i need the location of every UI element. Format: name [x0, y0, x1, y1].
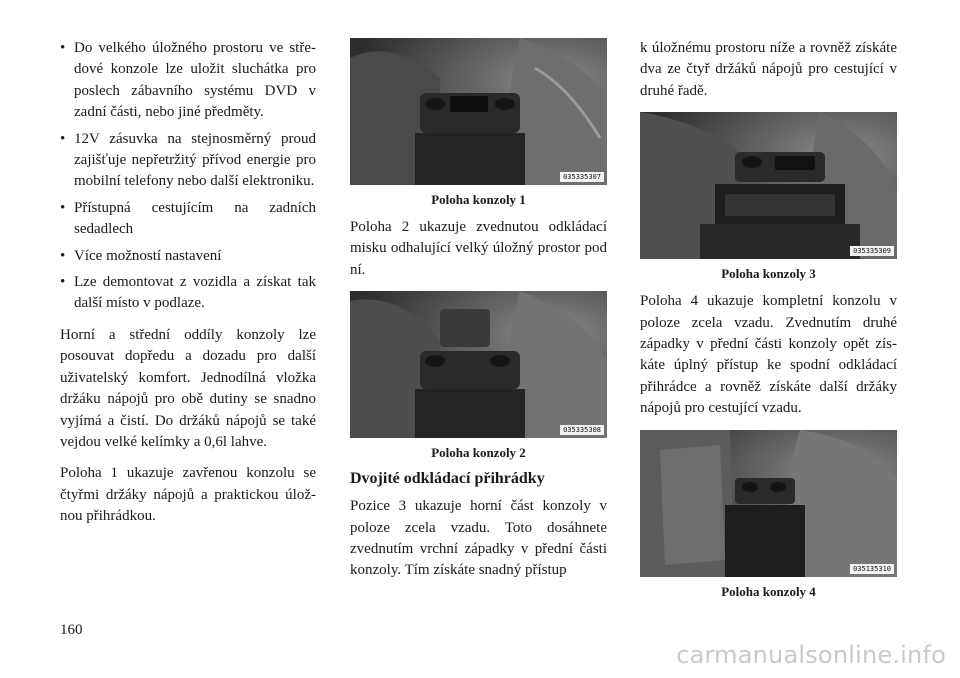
figure-console-position-3: [640, 112, 897, 282]
watermark: carmanualsonline.info: [676, 641, 946, 669]
bullet-icon: •: [60, 40, 66, 56]
console-illustration: [350, 38, 607, 185]
paragraph-position-2: Poloha 2 ukazuje zvednutou odkládací misku odhalující velký úložný prostor pod ní.: [350, 219, 607, 278]
console-photo-1: [350, 38, 607, 185]
figure-caption: Poloha konzoly 4: [721, 583, 816, 599]
page-number: 160: [60, 622, 83, 638]
console-photo-4: [640, 430, 897, 577]
figure-console-position-4: [640, 430, 897, 600]
figure-caption: Poloha konzoly 1: [431, 192, 526, 207]
console-illustration: [350, 291, 607, 438]
figure-console-position-2: [350, 291, 607, 461]
bullet-icon: •: [60, 199, 66, 216]
figure-caption: Poloha konzoly 3: [721, 266, 816, 282]
paragraph-position-1: Poloha 1 ukazuje zavřenou konzolu se čtyřmi držáky nápojů a praktickou úložnou přihrádkou.: [60, 465, 316, 525]
paragraph-position-3-continued: k úložnému prostoru níže a rovněž získáte dva ze čtyř držáků nápojů pro cestující v druhé řadě.: [640, 40, 897, 99]
paragraph-console-adjust: Horní a střední oddíly konzoly lze posouvat dopředu a dozadu pro další uživatelský komfort. Jednodílná vložka držáku nápojů pro obě dutiny se snadno vyjímá a čistí. Do držáků nápojů se také vejdou velké kelímky a 0,6l lahve.: [60, 326, 316, 450]
photo-code: 035335309: [850, 246, 894, 256]
section-heading: Dvojité odkládací přihrádky: [350, 470, 545, 488]
paragraph-position-4: Poloha 4 ukazuje kompletní konzolu v poloze zcela vzadu. Zvednutím druhé západky v přední části konzoly opět získáte úplný přístup ke spodní odkládací přihrádce a rovněž získáte další držáky nápojů pro cestující vzadu.: [640, 293, 897, 417]
column-2: [350, 38, 607, 592]
console-photo-2: [350, 291, 607, 438]
bullet-icon: •: [60, 247, 66, 264]
paragraph-position-3: Pozice 3 ukazuje horní část konzoly v poloze zcela vzadu. Toto dosáhnete zvednutím vrchní západky v přední části konzoly. Tím získáte snadný přístup: [350, 498, 607, 579]
photo-code: 035335307: [560, 172, 604, 182]
console-illustration: [640, 430, 897, 577]
bullet-icon: •: [60, 130, 66, 147]
bullet-icon: •: [60, 274, 66, 291]
column-1: [60, 38, 316, 538]
figure-console-position-1: [350, 38, 607, 208]
console-photo-3: [640, 112, 897, 259]
column-3: [640, 38, 897, 609]
list-item: • Přístupná cestujícím na zadních sedadlech: [60, 199, 316, 238]
console-illustration: [640, 112, 897, 259]
list-item: • Do velkého úložného prostoru ve středové konzole lze uložit sluchátka pro poslech zábavního systému DVD v zadní části, nebo jiné předměty.: [60, 40, 316, 121]
feature-list: [60, 38, 316, 315]
list-item: • Více možností nastavení: [60, 246, 316, 267]
list-item: • Lze demontovat z vozidla a získat tak další místo v podlaze.: [60, 274, 316, 312]
figure-caption: Poloha konzoly 2: [431, 445, 526, 461]
photo-code: 035135310: [850, 564, 894, 574]
list-item: • 12V zásuvka na stejnosměrný proud zajišťuje nepřetržitý přívod energie pro mobilní telefony nebo další elektroniku.: [60, 130, 316, 190]
photo-code: 035335308: [560, 425, 604, 435]
